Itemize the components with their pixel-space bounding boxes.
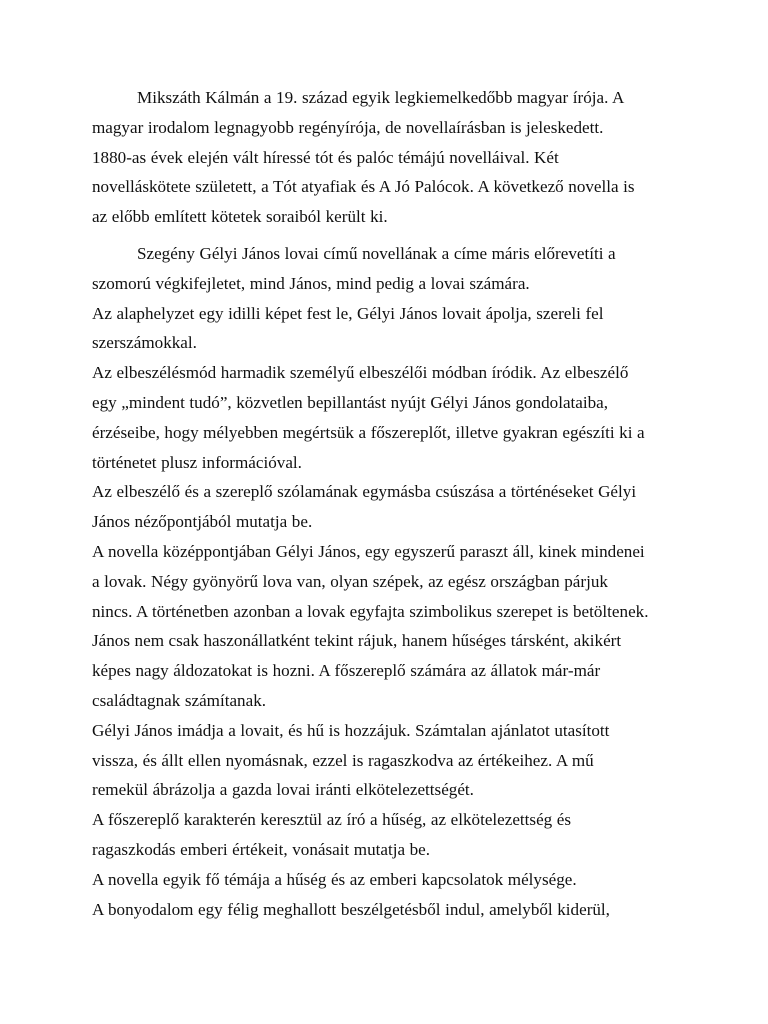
text-line: az előbb említett kötetek soraiból került ki. — [92, 207, 388, 227]
paragraph-title-analysis — [92, 239, 680, 299]
text-line: képes nagy áldozatokat is hozni. A főszereplő számára az állatok már-már — [92, 661, 601, 681]
text-line: Az elbeszélésmód harmadik személyű elbeszélői módban íródik. Az elbeszélő — [92, 363, 629, 383]
text-line: A novella középpontjában Gélyi János, egy egyszerű paraszt áll, kinek mindenei — [92, 541, 645, 561]
text-line: János nem csak haszonállatként tekint rájuk, hanem hűséges társként, akikért — [92, 631, 622, 651]
text-line: a lovak. Négy gyönyörű lova van, olyan szépek, az egész országban párjuk — [92, 571, 608, 591]
paragraph-protagonist — [92, 537, 680, 716]
paragraph-theme — [92, 865, 680, 895]
paragraph-setting — [92, 299, 680, 359]
text-line: János nézőpontjából mutatja be. — [92, 512, 313, 532]
text-line: remekül ábrázolja a gazda lovai iránti elkötelezettségét. — [92, 780, 474, 800]
paragraph-values — [92, 805, 680, 865]
paragraph-conflict — [92, 895, 680, 925]
text-line: Mikszáth Kálmán a 19. század egyik legkiemelkedőbb magyar írója. A — [137, 88, 625, 107]
text-line: 1880-as évek elején vált híressé tót és palóc témájú novelláival. Két — [92, 147, 559, 167]
text-line: szomorú végkifejletet, mind János, mind pedig a lovai számára. — [92, 273, 530, 293]
text-line: Az alaphelyzet egy idilli képet fest le, Gélyi János lovait ápolja, szereli fel — [92, 303, 604, 323]
document-body — [92, 83, 680, 924]
text-line: Gélyi János imádja a lovait, és hű is hozzájuk. Számtalan ajánlatot utasított — [92, 720, 610, 740]
text-line: történetet plusz információval. — [92, 452, 302, 472]
paragraph-perspective — [92, 477, 680, 537]
text-line: magyar irodalom legnagyobb regényírója, de novellaírásban is jeleskedett. — [92, 117, 604, 137]
text-line: családtagnak számítanak. — [92, 690, 267, 710]
text-line: ragaszkodás emberi értékeit, vonásait mutatja be. — [92, 839, 431, 859]
text-line: A főszereplő karakterén keresztül az író a hűség, az elkötelezettség és — [92, 810, 572, 830]
paragraph-intro — [92, 83, 680, 232]
paragraph-loyalty — [92, 716, 680, 805]
text-line: érzéseibe, hogy mélyebben megértsük a főszereplőt, illetve gyakran egészíti ki a — [92, 422, 645, 442]
text-line: egy „mindent tudó”, közvetlen bepillantást nyújt Gélyi János gondolataiba, — [92, 392, 609, 412]
text-line: szerszámokkal. — [92, 333, 197, 353]
text-line: vissza, és állt ellen nyomásnak, ezzel is ragaszkodva az értékeihez. A mű — [92, 750, 594, 770]
text-line: Szegény Gélyi János lovai című novellának a címe máris előrevetíti a — [137, 243, 616, 263]
text-line: nincs. A történetben azonban a lovak egyfajta szimbolikus szerepet is betöltenek. — [92, 601, 649, 621]
text-line: A novella egyik fő témája a hűség és az emberi kapcsolatok mélysége. — [92, 869, 577, 889]
text-line: Az elbeszélő és a szereplő szólamának egymásba csúszása a történéseket Gélyi — [92, 482, 637, 502]
text-line: novelláskötete született, a Tót atyafiak és A Jó Palócok. A következő novella is — [92, 177, 635, 197]
paragraph-narration — [92, 358, 680, 477]
text-line: A bonyodalom egy félig meghallott beszélgetésből indul, amelyből kiderül, — [92, 899, 610, 919]
